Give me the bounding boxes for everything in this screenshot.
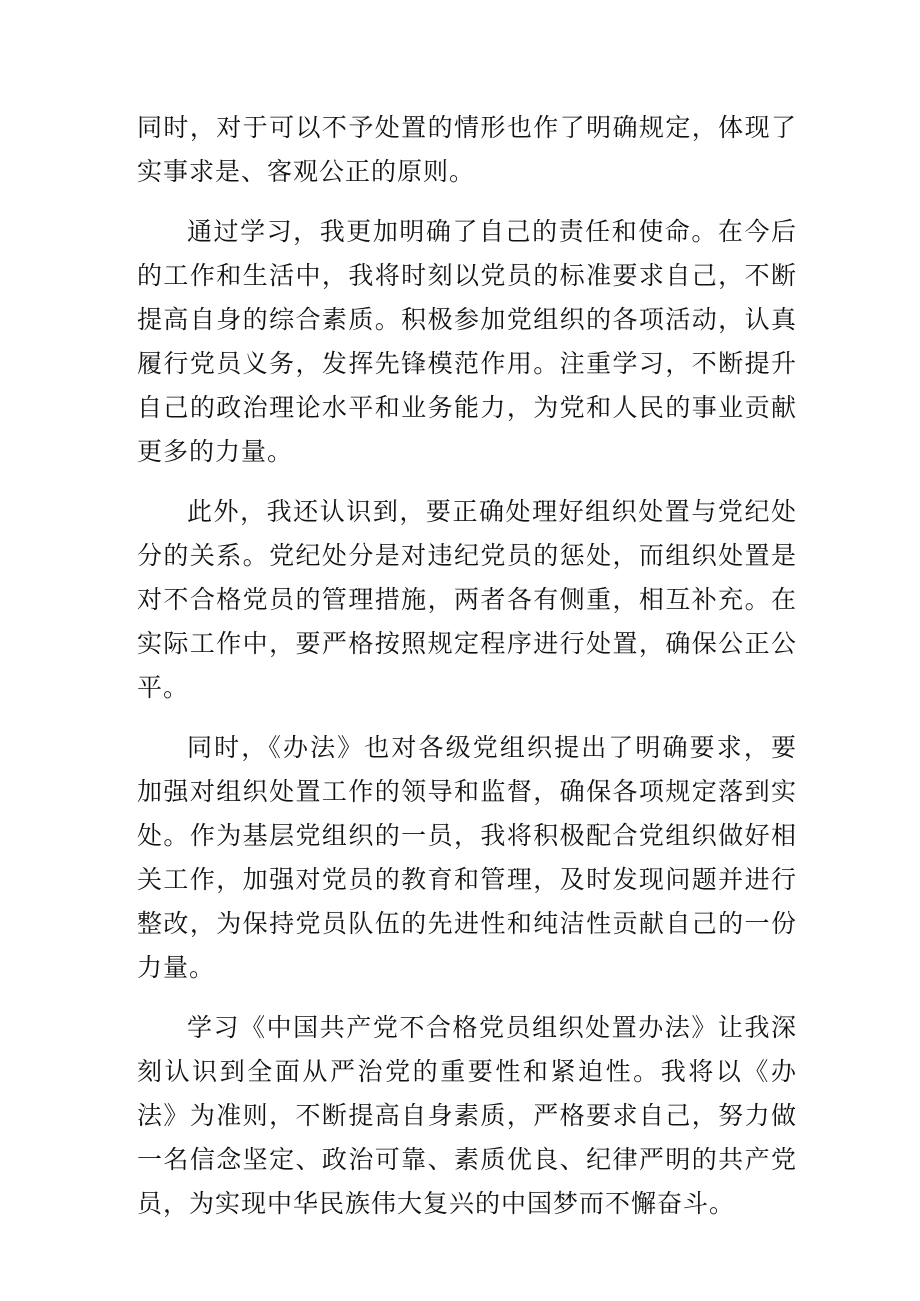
paragraph-spacer [137,990,797,1006]
paragraph-spacer [137,710,797,726]
document-body [137,106,797,1226]
paragraph-spacer [137,194,797,210]
paragraph-2: 通过学习，我更加明确了自己的责任和使命。在今后的工作和生活中，我将时刻以党员的标准要求自己，不断提高自身的综合素质。积极参加党组织的各项活动，认真履行党员义务，发挥先锋模范作用。注重学习，不断提升自己的政治理论水平和业务能力，为党和人民的事业贡献更多的力量。 [137,217,797,466]
paragraph-4: 同时，《办法》也对各级党组织提出了明确要求，要加强对组织处置工作的领导和监督，确保各项规定落到实处。作为基层党组织的一员，我将积极配合党组织做好相关工作，加强对党员的教育和管理，及时发现问题并进行整改，为保持党员队伍的先进性和纯洁性贡献自己的一份力量。 [137,733,797,982]
paragraph-3: 此外，我还认识到，要正确处理好组织处置与党纪处分的关系。党纪处分是对违纪党员的惩处，而组织处置是对不合格党员的管理措施，两者各有侧重，相互补充。在实际工作中，要严格按照规定程序进行处置，确保公正公平。 [137,497,797,702]
paragraph-1: 同时，对于可以不予处置的情形也作了明确规定，体现了实事求是、客观公正的原则。 [137,113,797,186]
paragraph-spacer [137,474,797,490]
paragraph-5: 学习《中国共产党不合格党员组织处置办法》让我深刻认识到全面从严治党的重要性和紧迫性。我将以《办法》为准则，不断提高自身素质，严格要求自己，努力做一名信念坚定、政治可靠、素质优良、纪律严明的共产党员，为实现中华民族伟大复兴的中国梦而不懈奋斗。 [137,1013,797,1218]
